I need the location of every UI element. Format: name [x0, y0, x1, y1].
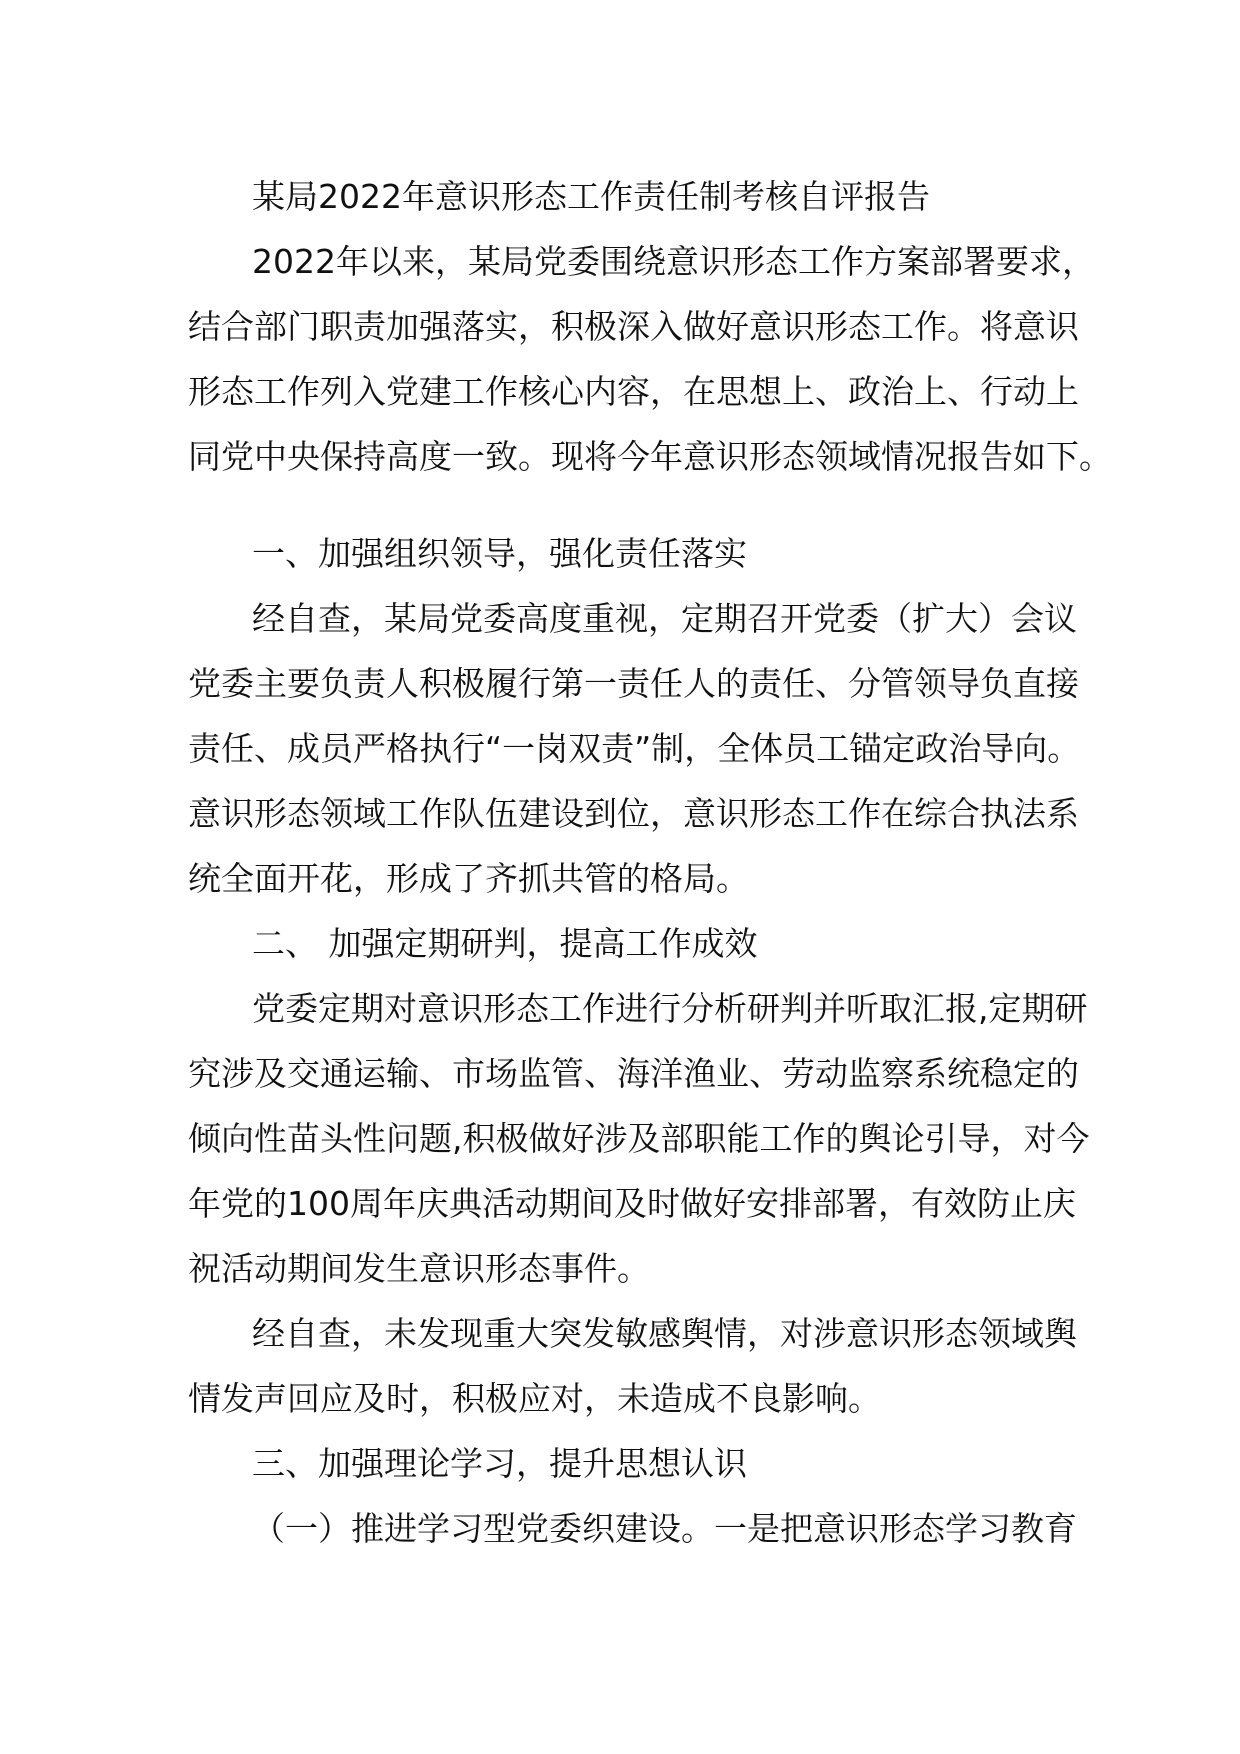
section-heading-1: 一、加强组织领导，强化责任落实	[252, 534, 747, 573]
intro-line: 形态工作列入党建工作核心内容，在思想上、政治上、行动上	[188, 372, 1079, 411]
section2-line: 究涉及交通运输、市场监管、海洋渔业、劳动监察系统稳定的	[188, 1054, 1079, 1093]
section-heading-2: 二、 加强定期研判，提高工作成效	[252, 924, 758, 963]
section2-line: 情发声回应及时，积极应对，未造成不良影响。	[188, 1379, 881, 1418]
intro-line: 结合部门职责加强落实，积极深入做好意识形态工作。将意识	[188, 307, 1079, 346]
intro-line: 2022年以来，某局党委围绕意识形态工作方案部署要求，	[252, 242, 1095, 281]
section1-line: 意识形态领域工作队伍建设到位，意识形态工作在综合执法系	[188, 794, 1079, 833]
document-title: 某局2022年意识形态工作责任制考核自评报告	[252, 177, 930, 216]
section1-line: 统全面开花，形成了齐抓共管的格局。	[188, 859, 749, 898]
section2-line: 党委定期对意识形态工作进行分析研判并听取汇报,定期研	[252, 989, 1088, 1028]
section1-line: 党委主要负责人积极履行第一责任人的责任、分管领导负直接	[188, 664, 1079, 703]
section1-line: 经自查，某局党委高度重视，定期召开党委（扩大）会议	[252, 599, 1077, 638]
section3-line: （一）推进学习型党委织建设。一是把意识形态学习教育	[252, 1509, 1077, 1548]
document-body	[188, 164, 1112, 1561]
section1-line: 责任、成员严格执行“一岗双责”制，全体员工锚定政治导向。	[188, 729, 1081, 768]
section2-line: 经自查，未发现重大突发敏感舆情，对涉意识形态领域舆	[252, 1314, 1077, 1353]
section2-line: 祝活动期间发生意识形态事件。	[188, 1249, 650, 1288]
intro-line: 同党中央保持高度一致。现将今年意识形态领域情况报告如下。	[188, 437, 1112, 476]
section-heading-3: 三、加强理论学习，提升思想认识	[252, 1444, 747, 1483]
section2-line: 倾向性苗头性问题,积极做好涉及部职能工作的舆论引导，对今	[188, 1119, 1090, 1158]
section2-line: 年党的100周年庆典活动期间及时做好安排部署，有效防止庆	[188, 1184, 1076, 1223]
paragraph-gap	[188, 489, 1068, 521]
